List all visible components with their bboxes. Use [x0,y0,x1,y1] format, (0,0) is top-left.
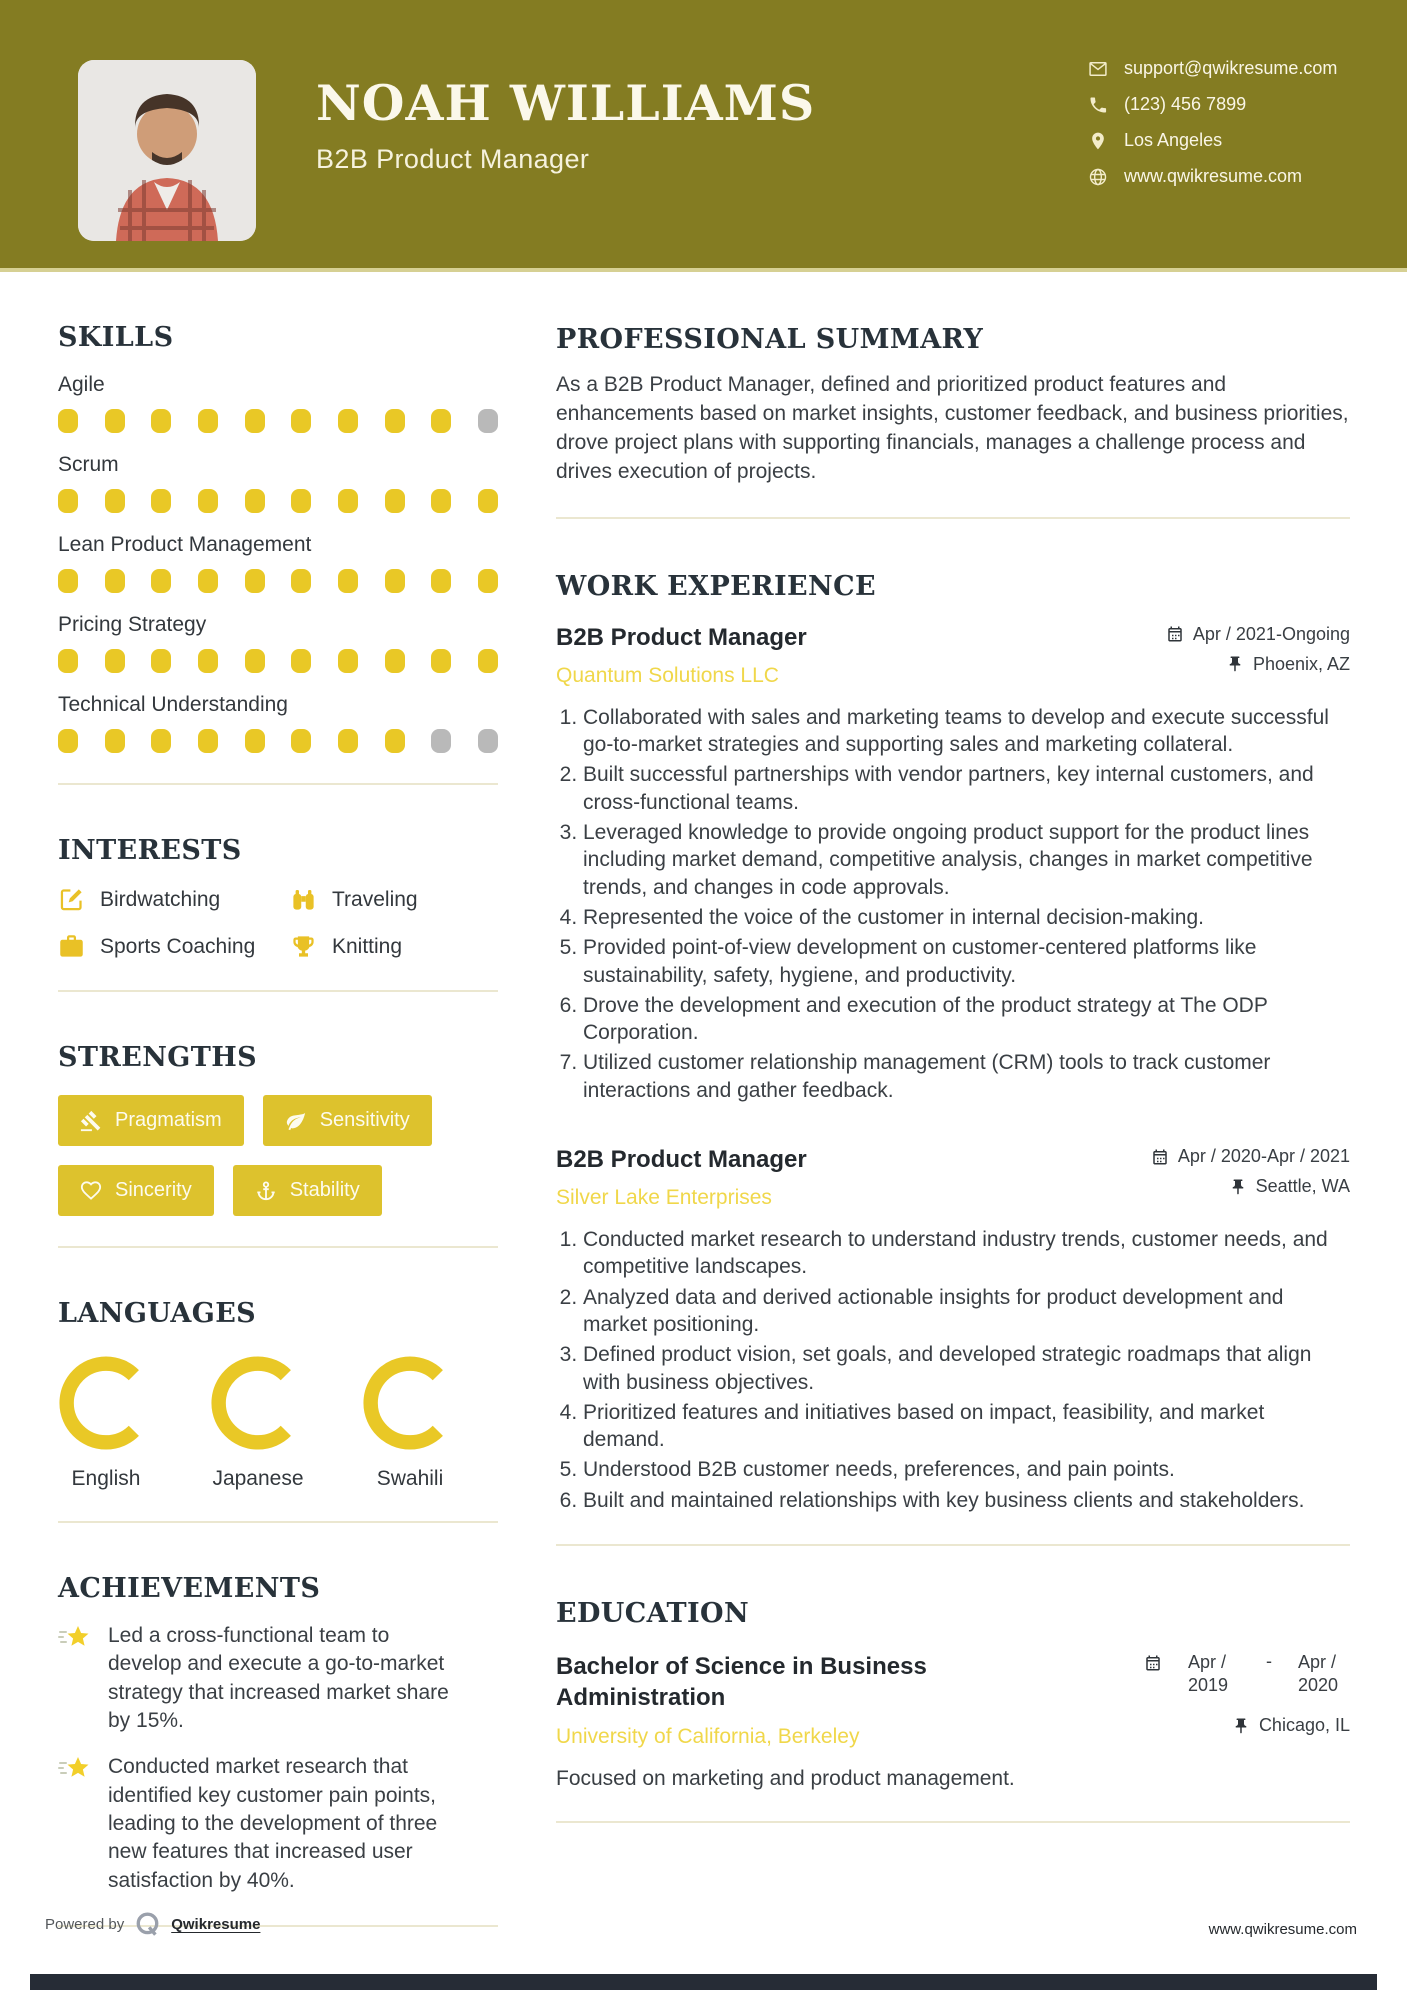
experience-heading: WORK EXPERIENCE [556,570,876,602]
rating-dot-filled [291,649,311,673]
contact-row[interactable] [1088,94,1350,115]
skill-rating-dots [58,729,498,753]
briefcase-icon [58,933,85,960]
interest-label: Birdwatching [100,887,221,911]
job-entry [556,1146,1350,1514]
interest-item [290,886,498,913]
rating-dot-filled [245,729,265,753]
profile-photo-image [78,60,256,241]
anchor-icon [255,1180,277,1202]
job-bullet: 1. Conducted market research to understand industry trends, customer needs, and competitive landscapes. [583,1226,1350,1281]
rating-dot-filled [291,409,311,433]
skills-heading: SKILLS [58,322,174,353]
rating-dot-filled [245,489,265,513]
divider [556,517,1350,519]
job-bullet: 2. Built successful partnerships with vendor partners, key internal customers, and cross-functional teams. [583,761,1350,816]
strengths-list [58,1095,498,1216]
job-date-text: Apr / 2020-Apr / 2021 [1177,1146,1350,1167]
left-column [58,272,498,1927]
skill-rating-dots [58,409,498,433]
rating-dot-filled [338,409,358,433]
rating-dot-filled [478,489,498,513]
job-bullet: 6. Built and maintained relationships with key business clients and stakeholders. [583,1487,1350,1514]
interest-label: Knitting [332,934,403,958]
rating-dot-empty [431,729,451,753]
rating-dot-filled [291,729,311,753]
strength-tag [58,1095,244,1146]
phone-icon [1088,95,1108,115]
rating-dot-filled [478,569,498,593]
strength-tag [263,1095,432,1146]
achievements-list [58,1622,498,1895]
contact-text: www.qwikresume.com [1124,166,1303,186]
rating-dot-filled [151,649,171,673]
rating-dot-empty [478,729,498,753]
education-note: Focused on marketing and product management. [556,1767,1015,1791]
rating-dot-filled [58,409,78,433]
job-location [1226,654,1350,675]
rating-dot-filled [151,489,171,513]
star-icon [58,1755,92,1785]
job-bullets [556,1226,1350,1514]
skill-item [58,453,498,513]
rating-dot-filled [105,729,125,753]
strength-tag [58,1165,214,1216]
degree-title: Bachelor of Science in Business Administration [556,1653,927,1712]
rating-dot-filled [431,649,451,673]
contact-row[interactable] [1088,58,1350,79]
rating-dot-filled [431,489,451,513]
rating-dot-filled [58,729,78,753]
summary-heading: PROFESSIONAL SUMMARY [556,324,984,355]
rating-dot-filled [338,569,358,593]
skill-item [58,373,498,433]
divider [556,1821,1350,1823]
job-location-text: Phoenix, AZ [1252,653,1350,674]
rating-dot-filled [385,729,405,753]
rating-dot-filled [478,649,498,673]
divider [58,990,498,992]
job-bullet: 5. Provided point-of-view development on customer-centered platforms like sustainability, safety, hygiene, and productivity. [583,934,1350,989]
pushpin-icon [1232,1717,1250,1735]
qwikresume-link[interactable]: Qwikresume [171,1916,261,1933]
rating-dot-empty [478,409,498,433]
language-label: Swahili [376,1467,444,1490]
contact-text: support@qwikresume.com [1124,58,1338,78]
rating-dot-filled [151,569,171,593]
rating-dot-filled [338,489,358,513]
contact-row[interactable] [1088,130,1350,151]
strength-label: Stability [289,1179,360,1201]
skill-label: Agile [58,373,105,396]
right-column [556,272,1350,1927]
skill-rating-dots [58,569,498,593]
skill-rating-dots [58,649,498,673]
divider [58,1246,498,1248]
strength-label: Sincerity [115,1179,192,1201]
rating-dot-filled [58,569,78,593]
strength-label: Sensitivity [319,1109,410,1131]
contact-row[interactable] [1088,166,1350,187]
bottom-bar [30,1974,1377,1990]
globe-icon [1088,167,1108,187]
calendar-icon [1151,1148,1169,1166]
rating-dot-filled [105,569,125,593]
achievement-text: Led a cross-functional team to develop and execute a go-to-market strategy that increased market share by 15%. [108,1624,449,1733]
language-progress-ring [362,1355,458,1451]
interest-item [290,933,498,960]
divider [58,783,498,785]
job-location-text: Seattle, WA [1255,1176,1350,1197]
profile-photo [78,60,256,241]
skill-label: Scrum [58,453,119,476]
rating-dot-filled [198,649,218,673]
skill-label: Lean Product Management [58,533,312,556]
job-bullets [556,704,1350,1104]
language-item [210,1355,306,1491]
rating-dot-filled [385,569,405,593]
job-bullet: 2. Analyzed data and derived actionable insights for product development and market positioning. [583,1284,1350,1339]
rating-dot-filled [385,649,405,673]
rating-dot-filled [198,569,218,593]
interest-label: Sports Coaching [100,934,256,958]
contact-text: Los Angeles [1124,130,1223,150]
heart-icon [80,1180,102,1202]
rating-dot-filled [105,489,125,513]
education-date [1144,1651,1350,1696]
job-bullet: 4. Represented the voice of the customer in internal decision-making. [583,904,1350,931]
skill-item [58,613,498,673]
calendar-icon [1166,625,1184,643]
rating-dot-filled [198,409,218,433]
pushpin-icon [1226,655,1244,673]
rating-dot-filled [105,409,125,433]
job-date [1151,1146,1350,1167]
pin-icon [1088,131,1108,151]
footer-powered-by [45,1911,260,1938]
interest-item [58,886,290,913]
candidate-title: B2B Product Manager [316,144,590,174]
header [0,0,1407,272]
language-progress-ring [58,1355,154,1451]
strengths-heading: STRENGTHS [58,1042,258,1073]
contact-list [1088,58,1350,202]
achievements-heading: ACHIEVEMENTS [58,1573,321,1604]
job-location [1229,1176,1350,1197]
rating-dot-filled [245,409,265,433]
education-entry [556,1651,1350,1791]
rating-dot-filled [431,409,451,433]
language-progress-ring [210,1355,306,1451]
rating-dot-filled [338,729,358,753]
skill-rating-dots [58,489,498,513]
language-label: Japanese [212,1467,304,1490]
strength-label: Pragmatism [115,1109,222,1131]
languages-heading: LANGUAGES [58,1298,257,1329]
rating-dot-filled [58,649,78,673]
job-bullet: 3. Leveraged knowledge to provide ongoing product support for the product lines including market demand, competitive analysis, changes in market competitive trends, and changes in code approvals. [583,819,1350,901]
job-date-text: Apr / 2021-Ongoing [1192,623,1350,644]
rating-dot-filled [385,409,405,433]
rating-dot-filled [291,569,311,593]
skill-item [58,693,498,753]
binoculars-icon [290,886,317,913]
achievement-text: Conducted market research that identified key customer pain points, leading to the development of three new features that increased user satisfaction by 40%. [108,1755,438,1892]
candidate-name: NOAH WILLIAMS [316,74,816,132]
education-heading: EDUCATION [556,1598,750,1629]
rating-dot-filled [431,569,451,593]
job-bullet: 4. Prioritized features and initiatives based on impact, feasibility, and market demand. [583,1399,1350,1454]
language-item [58,1355,154,1491]
interests-list [58,886,498,960]
job-bullet: 3. Defined product vision, set goals, and developed strategic roadmaps that align with business objectives. [583,1341,1350,1396]
education-location-text: Chicago, IL [1258,1715,1350,1736]
contact-text: (123) 456 7899 [1124,94,1247,114]
skill-label: Technical Understanding [58,693,288,716]
star-icon [58,1624,92,1654]
skills-list [58,373,498,753]
job-date [1166,624,1350,645]
education-date-separator: - [1266,1651,1272,1671]
job-entry [556,624,1350,1104]
rating-dot-filled [338,649,358,673]
job-title: B2B Product Manager [556,623,807,651]
interest-label: Traveling [332,887,418,911]
summary-text: As a B2B Product Manager, defined and prioritized product features and enhancements based on market insights, customer feedback, and business priorities, drove project plans with supporting financials, manages a challenge process and drives execution of projects. [556,373,1349,483]
rating-dot-filled [245,569,265,593]
job-bullet: 5. Understood B2B customer needs, preferences, and pain points. [583,1456,1350,1483]
jobs-list [556,624,1350,1514]
rating-dot-filled [198,729,218,753]
education-date-start: Apr / 2019 [1188,1652,1229,1695]
languages-list [58,1355,498,1491]
strength-tag [233,1165,382,1216]
rating-dot-filled [198,489,218,513]
rating-dot-filled [245,649,265,673]
powered-by-label: Powered by [45,1916,125,1933]
calendar-icon [1144,1654,1162,1672]
rating-dot-filled [385,489,405,513]
achievement-item [58,1622,498,1735]
rating-dot-filled [58,489,78,513]
edit-icon [58,886,85,913]
interest-item [58,933,290,960]
language-item [362,1355,458,1491]
skill-label: Pricing Strategy [58,613,207,636]
achievement-item [58,1753,498,1895]
trophy-icon [290,933,317,960]
rating-dot-filled [151,729,171,753]
gavel-icon [80,1110,102,1132]
education-date-end: Apr / 2020 [1298,1652,1339,1695]
job-bullet: 1. Collaborated with sales and marketing teams to develop and execute successful go-to-market strategies and supporting sales and marketing collateral. [583,704,1350,759]
divider [556,1544,1350,1546]
rating-dot-filled [105,649,125,673]
job-company: Quantum Solutions LLC [556,663,779,687]
school-name: University of California, Berkeley [556,1725,860,1749]
pushpin-icon [1229,1178,1247,1196]
qwikresume-logo-icon [134,1911,161,1938]
interests-heading: INTERESTS [58,835,242,866]
divider [58,1521,498,1523]
rating-dot-filled [291,489,311,513]
language-label: English [71,1467,141,1490]
leaf-icon [285,1110,307,1132]
footer-site-url[interactable]: www.qwikresume.com [1208,1921,1357,1938]
job-company: Silver Lake Enterprises [556,1186,772,1210]
job-title: B2B Product Manager [556,1146,807,1174]
mail-icon [1088,59,1108,79]
job-bullet: 7. Utilized customer relationship management (CRM) tools to track customer interactions and gather feedback. [583,1049,1350,1104]
rating-dot-filled [151,409,171,433]
skill-item [58,533,498,593]
education-location [1232,1715,1350,1736]
job-bullet: 6. Drove the development and execution of the product strategy at The ODP Corporation. [583,992,1350,1047]
